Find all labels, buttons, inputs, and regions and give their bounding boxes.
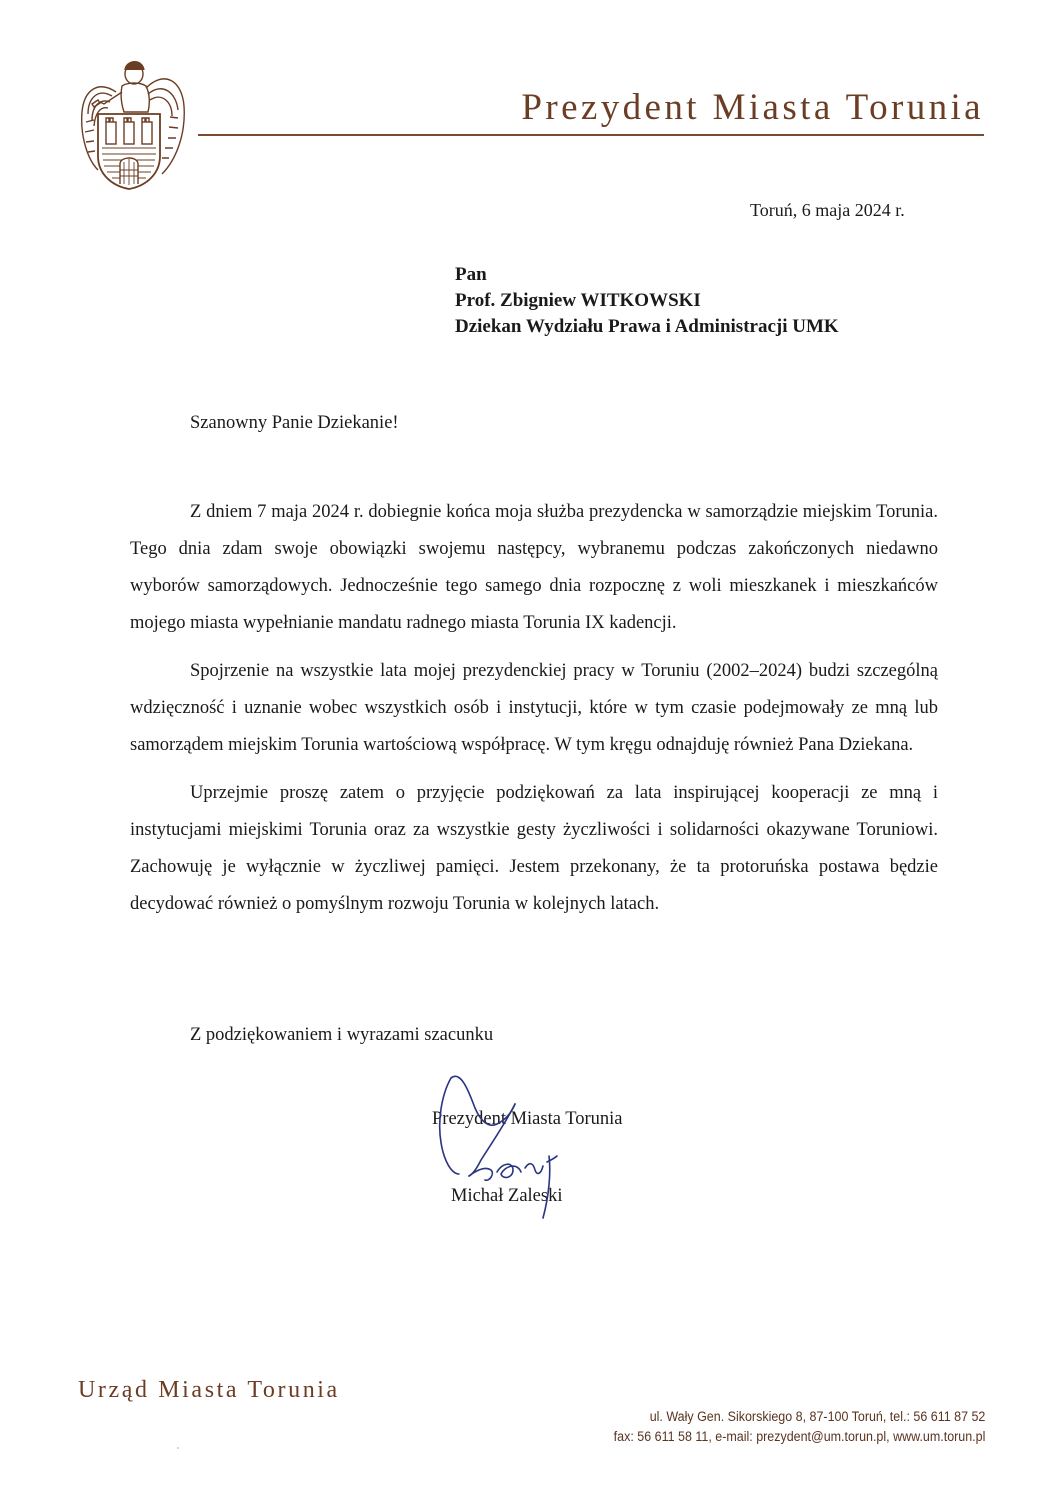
- letterhead-title: Prezydent Miasta Torunia: [521, 87, 984, 128]
- letterhead-divider: [198, 134, 984, 136]
- scan-speck: [177, 1447, 179, 1449]
- footer-contact-line: fax: 56 611 58 11, e-mail: prezydent@um.torun.pl, www.um.torun.pl: [613, 1428, 985, 1445]
- recipient-block: [455, 262, 839, 340]
- letter-date: Toruń, 6 maja 2024 r.: [750, 200, 905, 220]
- signatory-name: Michał Zaleski: [451, 1186, 563, 1206]
- coat-of-arms-icon: [76, 52, 188, 192]
- body-paragraph: Spojrzenie na wszystkie lata mojej prezydenckiej pracy w Toruniu (2002–2024) budzi szczególną wdzięczność i uznanie wobec wszystkich osób i instytucji, które w tym czasie podejmowały ze mną lub samorządem miejskim Torunia wartościową współpracę. W tym kręgu odnajduję również Pana Dziekana.: [130, 661, 938, 755]
- letter-body: [130, 494, 938, 934]
- footer-contact: [613, 1408, 985, 1447]
- salutation: Szanowny Panie Dziekanie!: [190, 413, 399, 433]
- recipient-title: Pan: [455, 264, 487, 285]
- footer-address-line: ul. Wały Gen. Sikorskiego 8, 87-100 Toruń, tel.: 56 611 87 52: [649, 1409, 985, 1425]
- body-paragraph: Z dniem 7 maja 2024 r. dobiegnie końca moja służba prezydencka w samorządzie miejskim Torunia. Tego dnia zdam swoje obowiązki swojemu następcy, wybranemu podczas zakończonych niedawno wyborów samorządowych. Jednocześnie tego samego dnia rozpocznę z woli mieszkanek i mieszkańców mojego miasta wypełnianie mandatu radnego miasta Torunia IX kadencji.: [130, 502, 938, 633]
- recipient-name: Prof. Zbigniew WITKOWSKI: [455, 290, 701, 311]
- recipient-position: Dziekan Wydziału Prawa i Administracji UMK: [455, 316, 839, 337]
- closing-phrase: Z podziękowaniem i wyrazami szacunku: [190, 1025, 494, 1045]
- footer-office-name: Urząd Miasta Torunia: [78, 1377, 340, 1403]
- body-paragraph: Uprzejmie proszę zatem o przyjęcie podziękowań za lata inspirującej kooperacji ze mną i instytucjami miejskimi Torunia oraz za wszystkie gesty życzliwości i solidarności okazywane Toruniowi. Zachowuję je wyłącznie w życzliwej pamięci. Jestem przekonany, że ta protoruńska postawa będzie decydować również o pomyślnym rozwoju Torunia w kolejnych latach.: [130, 783, 938, 914]
- handwritten-signature: [425, 1062, 595, 1227]
- signatory-role: Prezydent Miasta Torunia: [432, 1109, 623, 1129]
